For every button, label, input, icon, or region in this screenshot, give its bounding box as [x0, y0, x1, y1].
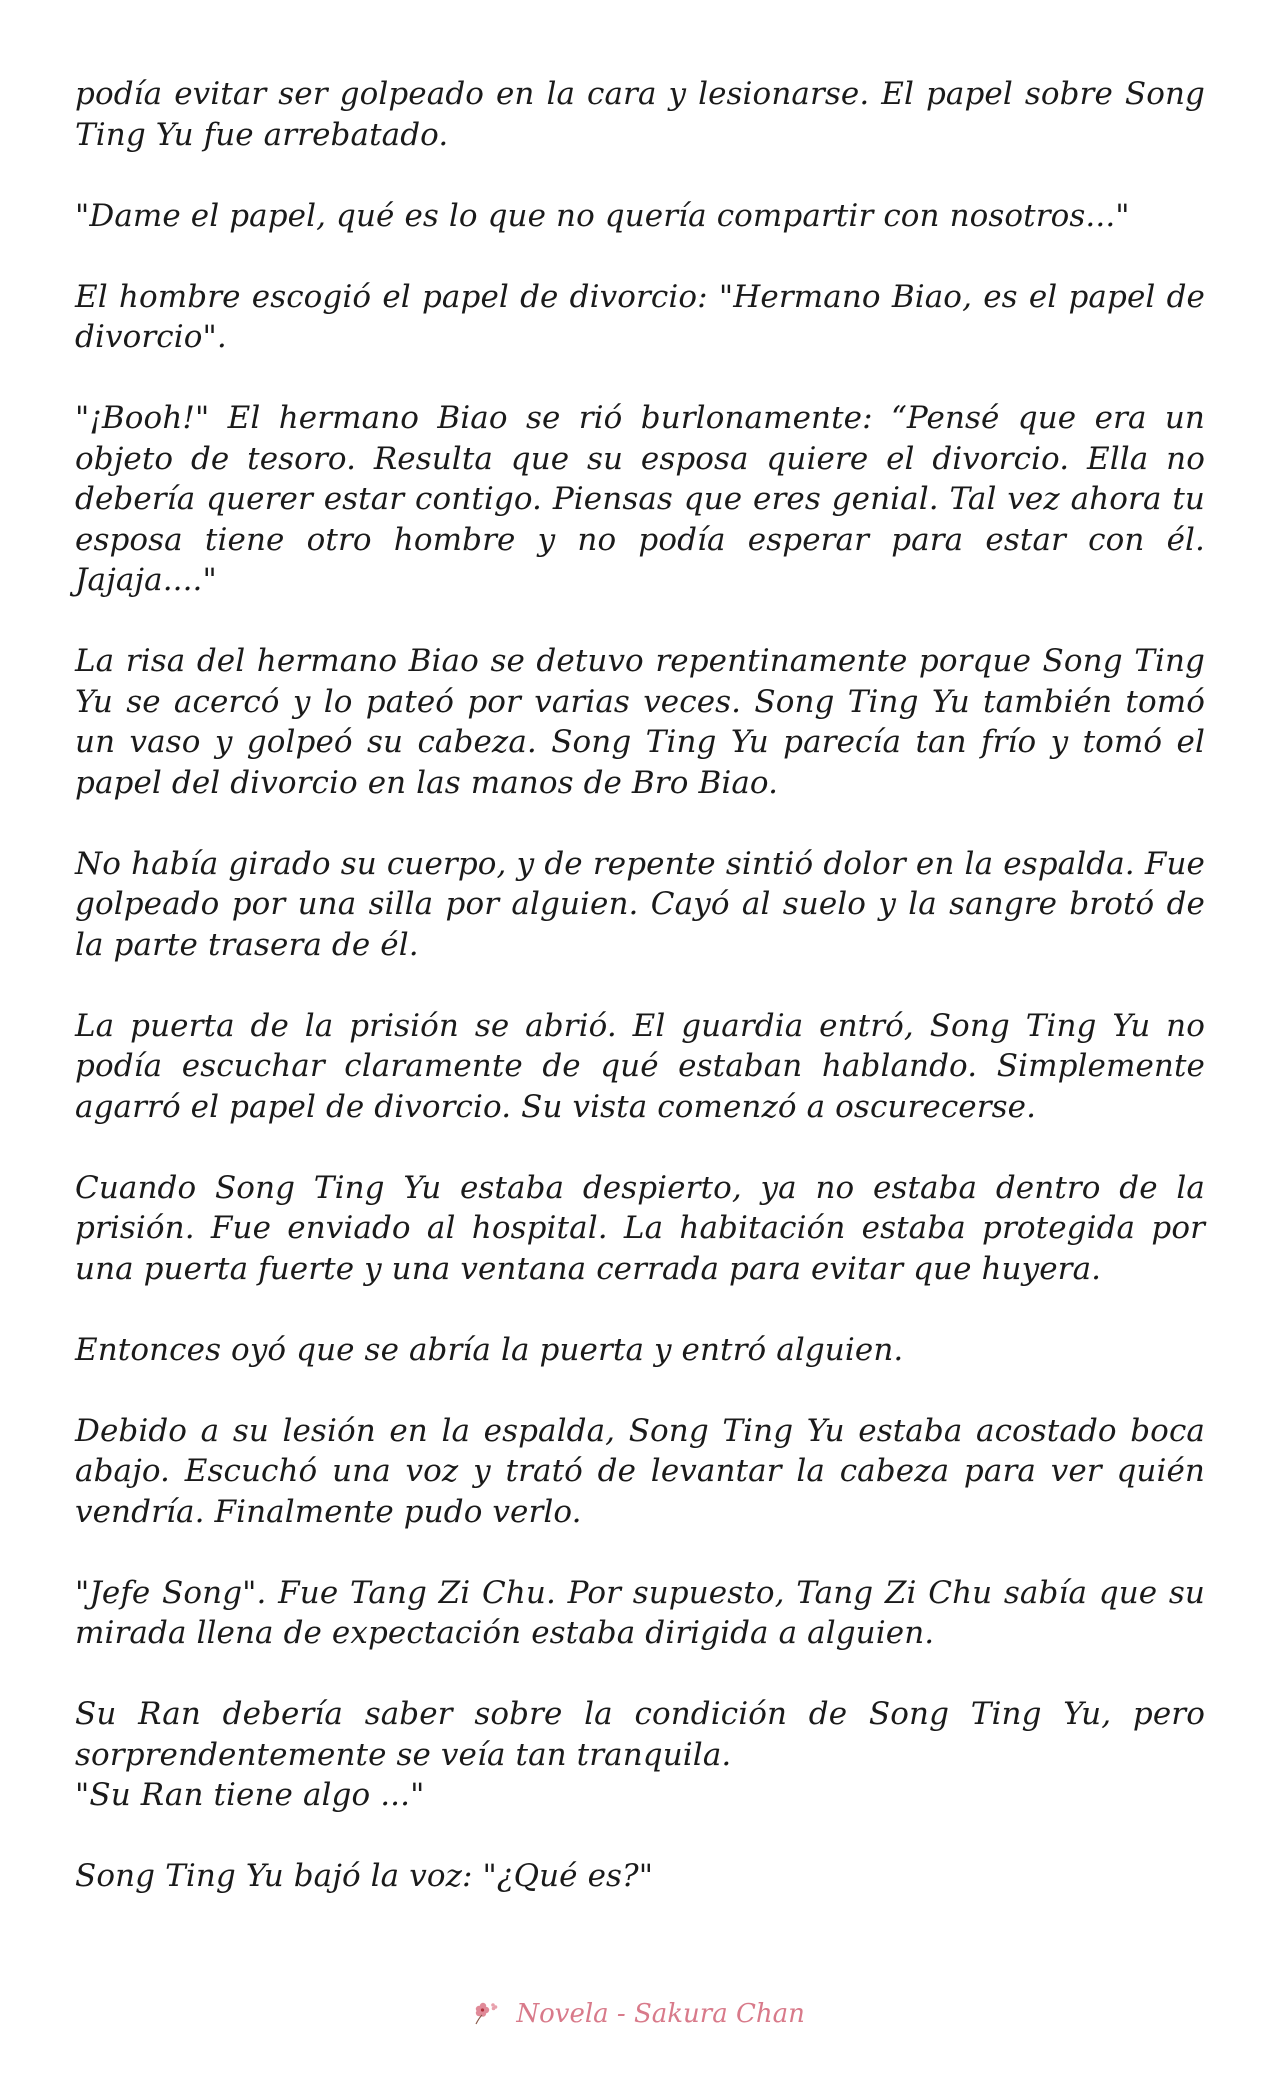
document-body: [75, 74, 1205, 1937]
watermark-text: Novela - Sakura Chan: [516, 1999, 805, 2029]
paragraph-12: Su Ran debería saber sobre la condición de Song Ting Yu, pero sorprendentemente se veía tan tranquila.: [75, 1696, 1205, 1773]
paragraph-5: La risa del hermano Biao se detuvo repentinamente porque Song Ting Yu se acercó y lo pateó por varias veces. Song Ting Yu también tomó un vaso y golpeó su cabeza. Song Ting Yu parecía tan frío y tomó el papel del divorcio en las manos de Bro Biao.: [75, 643, 1205, 801]
paragraph-7: La puerta de la prisión se abrió. El guardia entró, Song Ting Yu no podía escuchar claramente de qué estaban hablando. Simplemente agarró el papel de divorcio. Su vista comenzó a oscurecerse.: [75, 1007, 1205, 1125]
paragraph-11: "Jefe Song". Fue Tang Zi Chu. Por supuesto, Tang Zi Chu sabía que su mirada llena de expectación estaba dirigida a alguien.: [75, 1574, 1205, 1651]
sakura-flower-icon: [470, 2000, 500, 2028]
paragraph-10: Debido a su lesión en la espalda, Song Ting Yu estaba acostado boca abajo. Escuchó una voz y trató de levantar la cabeza para ver quién vendría. Finalmente pudo verlo.: [75, 1412, 1205, 1530]
paragraph-2: "Dame el papel, qué es lo que no quería compartir con nosotros...": [75, 197, 1130, 234]
paragraph-1: podía evitar ser golpeado en la cara y lesionarse. El papel sobre Song Ting Yu fue arrebatado.: [75, 76, 1205, 153]
paragraph-8: Cuando Song Ting Yu estaba despierto, ya no estaba dentro de la prisión. Fue enviado al hospital. La habitación estaba protegida por una puerta fuerte y una ventana cerrada para evitar que huyera.: [75, 1169, 1205, 1287]
watermark-footer: [0, 1998, 1275, 2029]
paragraph-6: No había girado su cuerpo, y de repente sintió dolor en la espalda. Fue golpeado por una silla por alguien. Cayó al suelo y la sangre brotó de la parte trasera de él.: [75, 845, 1205, 963]
paragraph-13: "Su Ran tiene algo ...": [75, 1777, 425, 1813]
paragraph-14: Song Ting Yu bajó la voz: "¿Qué es?": [75, 1858, 654, 1894]
paragraph-9: Entonces oyó que se abría la puerta y entró alguien.: [75, 1331, 904, 1368]
paragraph-3: El hombre escogió el papel de divorcio: "Hermano Biao, es el papel de divorcio".: [75, 278, 1205, 355]
paragraph-4: "¡Booh!" El hermano Biao se rió burlonamente: “Pensé que era un objeto de tesoro. Resulta que su esposa quiere el divorcio. Ella no debería querer estar contigo. Piensas que eres genial. Tal vez ahora tu esposa tiene otro hombre y no podía esperar para estar con él. Jajaja....": [75, 400, 1205, 598]
